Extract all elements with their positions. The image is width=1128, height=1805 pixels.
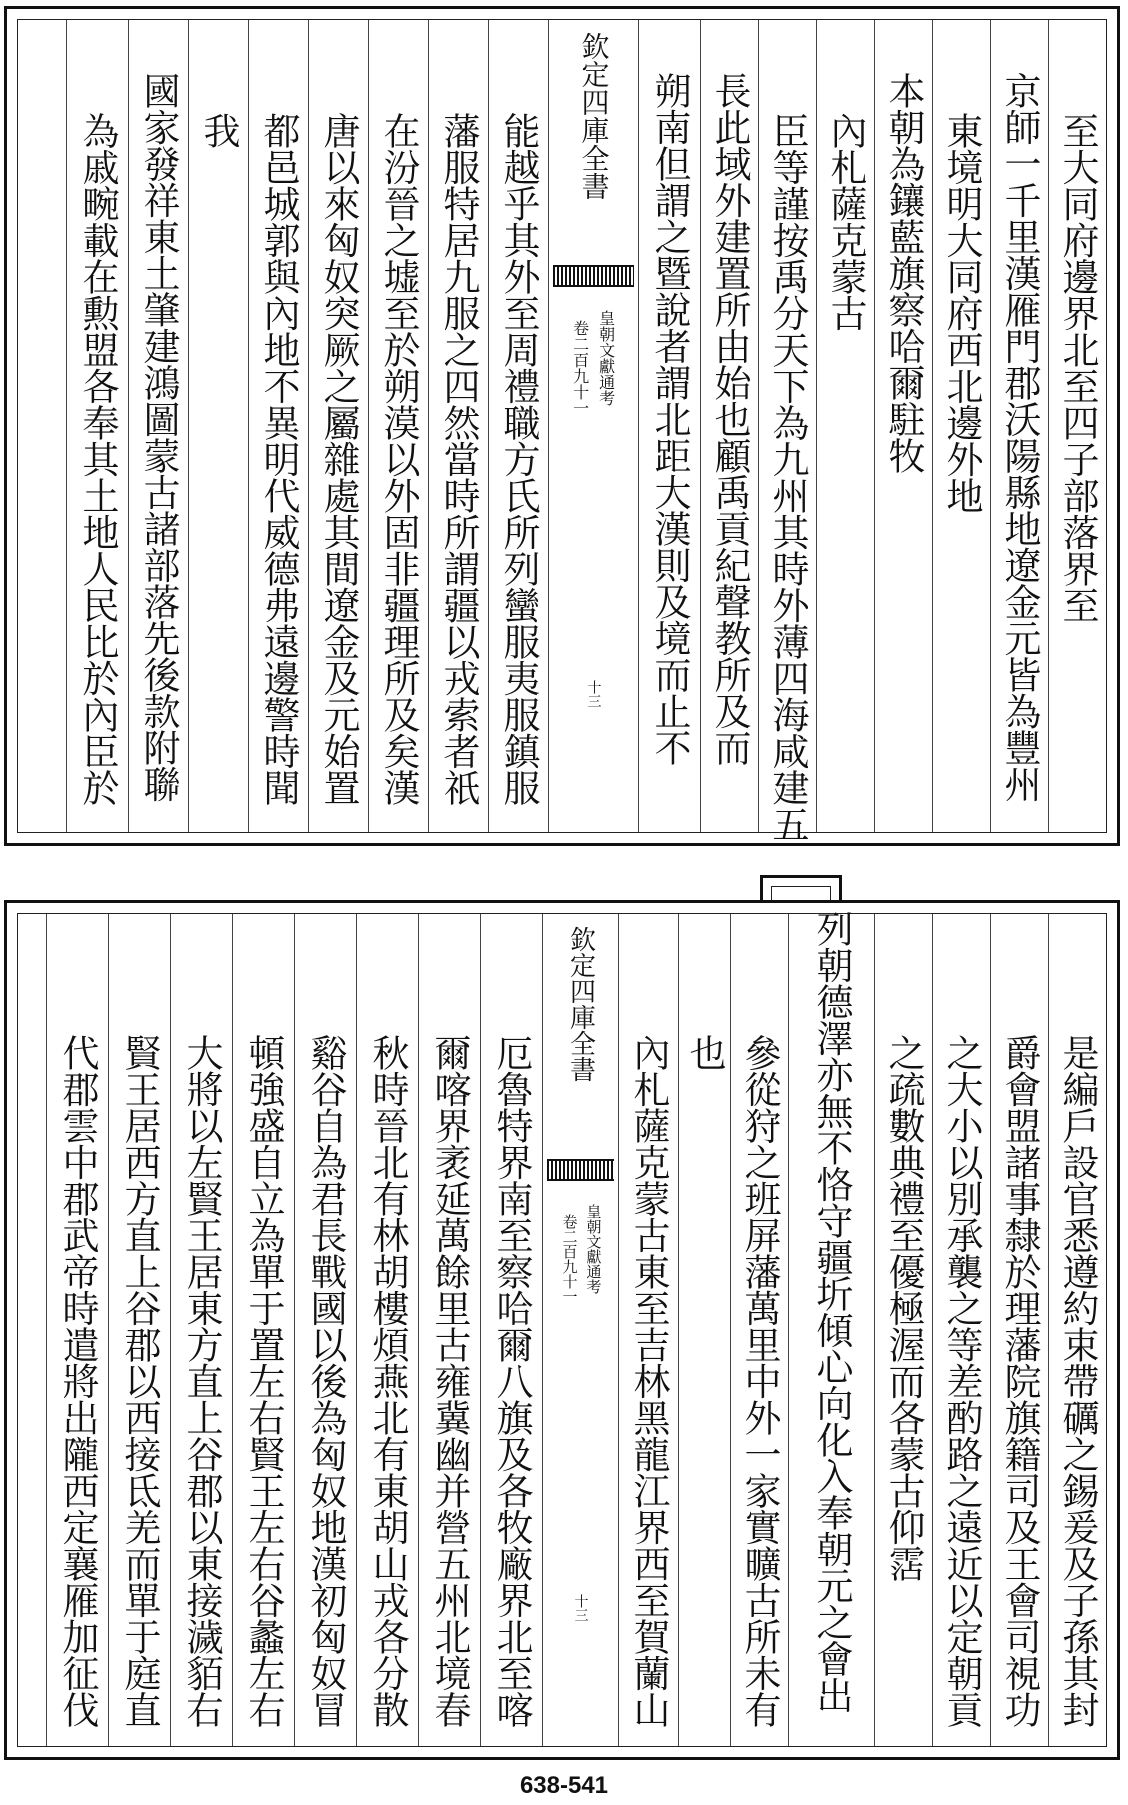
text-column: 谿谷自為君長戰國以後為匈奴地漢初匈奴冒 <box>304 1034 347 1728</box>
top-col-l2 <box>428 20 488 832</box>
text-column: 朔南但謂之暨說者謂北距大漢則及境而止不 <box>648 72 691 766</box>
top-col-l8 <box>66 20 128 832</box>
text-column: 賢王居西方直上谷郡以西接氐羌而單于庭直 <box>118 1034 161 1728</box>
text-column: 內札薩克蒙古東至吉林黑龍江界西至賀蘭山 <box>627 1034 670 1728</box>
bottom-page-frame <box>17 910 1107 1747</box>
top-col-l5 <box>248 20 308 832</box>
top-col-r3 <box>932 20 990 832</box>
top-col-r8 <box>638 20 700 832</box>
text-column: 秋時晉北有林胡樓煩燕北有東胡山戎各分散 <box>366 1034 409 1728</box>
top-center-column <box>548 20 638 832</box>
text-column: 爵會盟諸事隸於理藩院旗籍司及王會司視功 <box>998 1034 1041 1728</box>
text-column: 京師一千里漢雁門郡沃陽縣地遼金元皆為豐州 <box>998 72 1041 802</box>
volume-label: 卷二百九十一 <box>560 1214 579 1304</box>
top-col-r6 <box>758 20 816 842</box>
text-column: 本朝為鑲藍旗察哈爾駐牧 <box>882 72 925 474</box>
text-column: 是編戶設官悉遵約束帶礪之錫爰及子孫其封 <box>1056 1034 1099 1728</box>
text-column: 之疏數典禮至優極渥而各蒙古仰霑 <box>882 1034 925 1582</box>
book-title: 欽定四庫全書 <box>577 32 611 200</box>
bottom-col-r8 <box>618 914 678 1746</box>
text-column: 參從狩之班屏藩萬里中外一家實曠古所未有 <box>738 1034 781 1728</box>
text-column: 在汾晉之墟至於朔漠以外固非疆理所及矣漢 <box>377 112 420 806</box>
bottom-page <box>4 900 1120 1760</box>
top-page <box>4 6 1120 846</box>
top-col-r1 <box>1048 20 1106 832</box>
text-column: 大將以左賢王居東方直上谷郡以東接濊貊右 <box>180 1034 223 1728</box>
top-col-l6 <box>188 20 248 832</box>
text-column: 代郡雲中郡武帝時遣將出隴西定襄雁加征伐 <box>56 1034 99 1728</box>
bottom-col-l1 <box>480 914 542 1746</box>
text-column: 東境明大同府西北邊外地 <box>940 112 983 514</box>
bottom-col-l8 <box>46 914 108 1746</box>
bottom-col-l4 <box>294 914 356 1746</box>
bottom-col-r6 <box>730 914 788 1746</box>
text-column: 之大小以別承襲之等差酌路之遠近以定朝貢 <box>940 1034 983 1728</box>
text-column: 唐以來匈奴突厥之屬雜處其間遼金及元始置 <box>317 112 360 806</box>
text-column: 國家發祥東土肇建鴻圖蒙古諸部落先後款附聯 <box>137 72 180 802</box>
volume-label: 卷二百九十一 <box>570 320 590 416</box>
text-column: 長此域外建置所由始也顧禹貢紀聲教所及而 <box>708 72 751 766</box>
top-col-r7 <box>700 20 758 832</box>
bottom-col-l2 <box>418 914 480 1746</box>
bottom-col-l5 <box>232 914 294 1746</box>
bottom-col-r5 <box>788 910 874 1746</box>
text-column: 爾喀界袤延萬餘里古雍冀幽并營五州北境春 <box>428 1034 471 1728</box>
bottom-col-l7 <box>108 914 170 1746</box>
text-column: 頓強盛自立為單于置左右賢王左右谷蠡左右 <box>242 1034 285 1728</box>
text-column: 都邑城郭與內地不異明代威德弗遠邊警時聞 <box>257 112 300 806</box>
text-column: 能越乎其外至周禮職方氏所列蠻服夷服鎮服 <box>497 112 540 806</box>
folio-number: 十三 <box>585 680 602 708</box>
text-column: 我 <box>197 112 240 149</box>
book-subtitle: 皇朝文獻通考 <box>596 310 616 406</box>
fishtail-mark <box>553 265 634 287</box>
top-col-l4 <box>308 20 368 832</box>
fishtail-mark <box>547 1159 614 1181</box>
bottom-col-r7 <box>678 914 730 1746</box>
book-title: 欽定四庫全書 <box>565 926 596 1082</box>
text-column: 至大同府邊界北至四子部落界至 <box>1056 112 1099 623</box>
book-subtitle: 皇朝文獻通考 <box>584 1204 603 1294</box>
bottom-col-l3 <box>356 914 418 1746</box>
text-column: 內札薩克蒙古 <box>824 112 867 331</box>
bottom-col-r4 <box>874 914 932 1746</box>
bottom-col-r1 <box>1048 914 1106 1746</box>
text-column: 臣等謹按禹分天下為九州其時外薄四海咸建五 <box>766 112 809 842</box>
text-column: 藩服特居九服之四然當時所謂疆以戎索者祇 <box>437 112 480 806</box>
top-col-r5 <box>816 20 874 832</box>
top-col-l1 <box>488 20 548 832</box>
top-col-l3 <box>368 20 428 832</box>
top-col-r2 <box>990 20 1048 832</box>
top-col-l7 <box>128 20 188 832</box>
folio-number: 十三 <box>572 1594 589 1622</box>
top-page-frame <box>17 19 1107 842</box>
page-number: 638-541 <box>519 1772 609 1799</box>
text-column: 列朝德澤亦無不恪守疆圻傾心向化入奉朝元之會出 <box>810 910 853 1713</box>
text-column: 厄魯特界南至察哈爾八旗及各牧廠界北至喀 <box>490 1034 533 1728</box>
top-col-r4 <box>874 20 932 832</box>
text-column: 為戚畹載在勲盟各奉其土地人民比於內臣於 <box>76 112 119 806</box>
text-column: 也 <box>683 1034 726 1071</box>
bottom-col-r3 <box>932 914 990 1746</box>
bottom-col-l6 <box>170 914 232 1746</box>
bottom-col-r2 <box>990 914 1048 1746</box>
bottom-center-column <box>542 914 618 1746</box>
